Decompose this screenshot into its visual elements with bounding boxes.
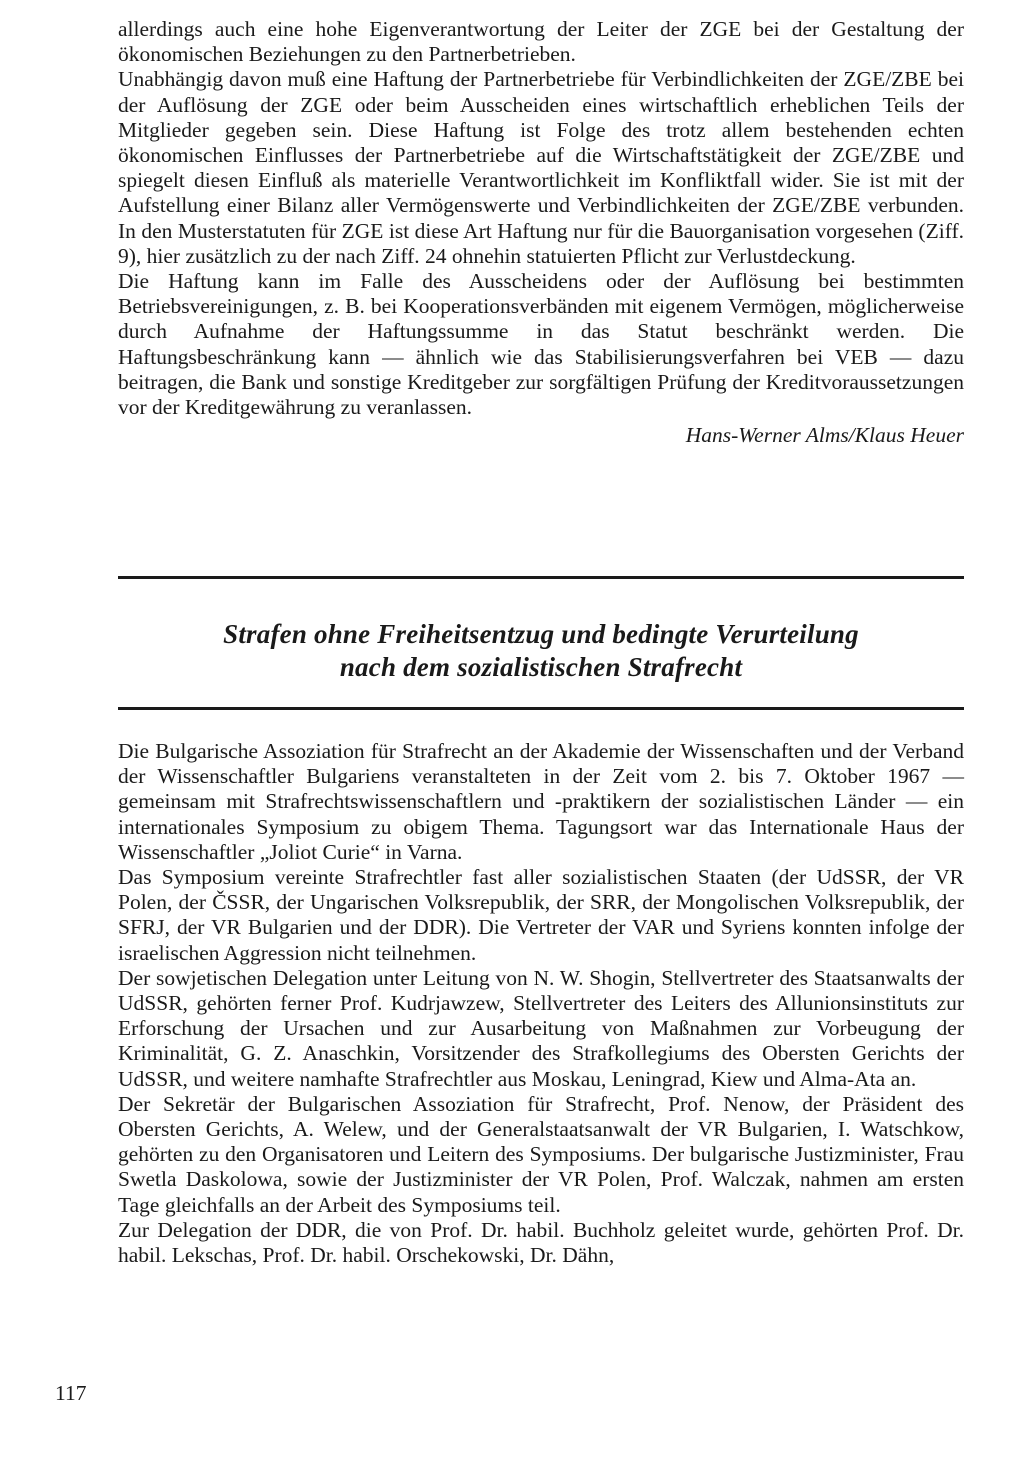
article-title-line-1: Strafen ohne Freiheitsentzug und bedingte Verurteilung [223, 619, 859, 649]
paragraph: Der Sekretär der Bulgarischen Assoziation für Strafrecht, Prof. Nenow, der Präsident des Obersten Gerichts, A. Welew, und der Generalstaatsanwalt der VR Bulgarien, I. Watschkow, gehörten zu den Organisatoren und Leitern des Symposiums. Der bulgarische Justizminister, Frau Swetla Daskolowa, sowie der Justizminister der VR Polen, Prof. Walczak, nahmen am ersten Tage gleichfalls an der Arbeit des Symposiums teil. [118, 1091, 964, 1217]
article-body [118, 739, 964, 1268]
article-title-line-2: nach dem sozialistischen Strafrecht [339, 652, 743, 682]
paragraph: Der sowjetischen Delegation unter Leitung von N. W. Shogin, Stellvertreter des Staatsanwalts der UdSSR, gehörten ferner Prof. Kudrjawzew, Stellvertreter des Leiters des Allunionsinstituts zur Erforschung der Ursachen und zur Ausarbeitung von Maßnahmen zur Vorbeugung der Kriminalität, G. Z. Anaschkin, Vorsitzender des Strafkollegiums des Obersten Gerichts der UdSSR, und weitere namhafte Strafrechtler aus Moskau, Leningrad, Kiew und Alma-Ata an. [118, 965, 964, 1091]
section-divider-top [118, 576, 964, 579]
paragraph: Zur Delegation der DDR, die von Prof. Dr. habil. Buchholz geleitet wurde, gehörten Prof. Dr. habil. Lekschas, Prof. Dr. habil. Orschekowski, Dr. Dähn, [118, 1217, 964, 1268]
article-title [118, 618, 964, 684]
page-number: 117 [55, 1381, 87, 1405]
paragraph: Unabhängig davon muß eine Haftung der Partnerbetriebe für Verbindlichkeiten der ZGE/ZBE bei der Auflösung der ZGE oder beim Ausscheiden eines wirtschaftlich erheblichen Teils der Mitglieder gegeben sein. Diese Haftung ist Folge des trotz allem bestehenden echten ökonomischen Einflusses der Partnerbetriebe auf die Wirtschaftstätigkeit der ZGE/ZBE und spiegelt diesen Einfluß als materielle Verantwortlichkeit im Konfliktfall wider. Sie ist mit der Aufstellung einer Bilanz aller Vermögenswerte und Verbindlichkeiten der ZGE/ZBE verbunden. In den Musterstatuten für ZGE ist diese Art Haftung nur für die Bauorganisation vorgesehen (Ziff. 9), hier zusätzlich zu der nach Ziff. 24 ohnehin statuierten Pflicht zur Verlustdeckung. [118, 67, 964, 268]
paragraph: Das Symposium vereinte Strafrechtler fast aller sozialistischen Staaten (der UdSSR, der VR Polen, der ČSSR, der Ungarischen Volksrepublik, der SRR, der Mongolischen Volksrepublik, der SFRJ, der VR Bulgarien und der DDR). Die Vertreter der VAR und Syriens konnten infolge der israelischen Aggression nicht teilnehmen. [118, 865, 964, 965]
section-divider-bottom [118, 707, 964, 710]
previous-article-continuation [118, 17, 964, 448]
author-signature: Hans-Werner Alms/Klaus Heuer [685, 423, 964, 448]
paragraph: Die Bulgarische Assoziation für Strafrecht an der Akademie der Wissenschaften und der Verband der Wissenschaftler Bulgariens veranstalteten in der Zeit vom 2. bis 7. Oktober 1967 — gemeinsam mit Strafrechtswissenschaftlern und -praktikern der sozialistischen Länder — ein internationales Symposium zu obigem Thema. Tagungsort war das Internationale Haus der Wissenschaftler „Joliot Curie“ in Varna. [118, 739, 964, 864]
paragraph: allerdings auch eine hohe Eigenverantwortung der Leiter der ZGE bei der Gestaltung der ökonomischen Beziehungen zu den Partnerbetrieben. [118, 17, 964, 67]
paragraph: Die Haftung kann im Falle des Ausscheidens oder der Auflösung bei bestimmten Betriebsvereinigungen, z. B. bei Kooperationsverbänden mit eigenem Vermögen, möglicherweise durch Aufnahme der Haftungssumme in das Statut beschränkt werden. Die Haftungsbeschränkung kann — ähnlich wie das Stabilisierungsverfahren bei VEB — dazu beitragen, die Bank und sonstige Kreditgeber zur sorgfältigen Prüfung der Kreditvoraussetzungen vor der Kreditgewährung zu veranlassen. [118, 269, 964, 420]
